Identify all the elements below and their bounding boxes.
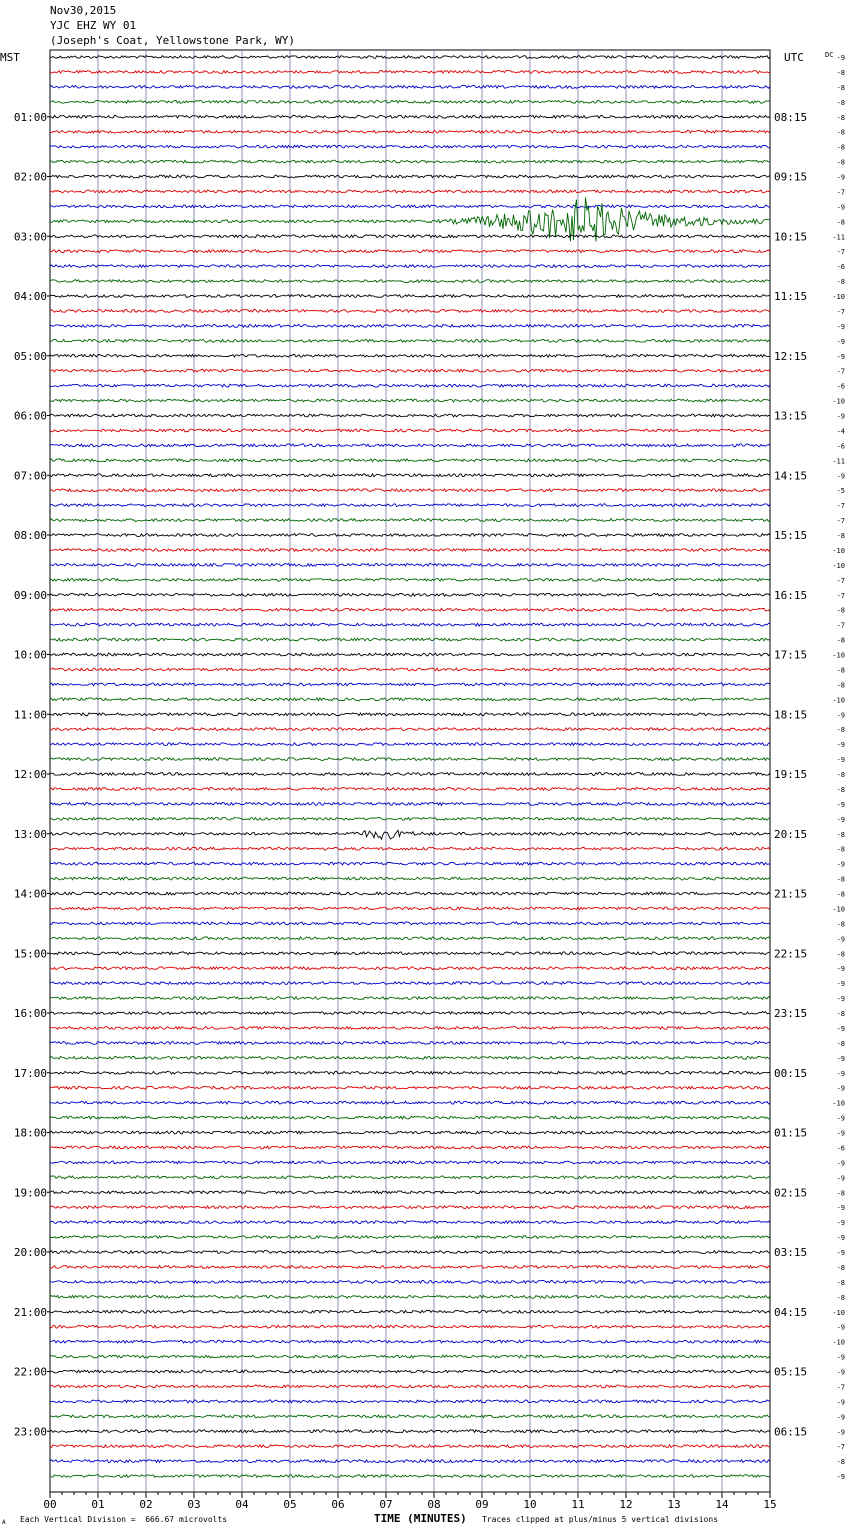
utc-hour-label: 03:15 — [774, 1246, 808, 1259]
dc-offset-value: -9 — [836, 1129, 845, 1138]
seismic-trace-row-87 — [50, 1340, 770, 1343]
x-tick-label: 04 — [235, 1498, 249, 1511]
seismic-trace-row-2 — [50, 71, 770, 74]
seismic-trace-row-22 — [50, 369, 770, 372]
station-location: (Joseph's Coat, Yellowstone Park, WY) — [50, 34, 296, 47]
seismic-trace-row-41 — [50, 653, 770, 656]
utc-hour-label: 10:15 — [774, 230, 808, 244]
seismic-trace-row-18 — [50, 310, 770, 313]
dc-offset-value: -9 — [836, 322, 845, 331]
x-tick-label: 02 — [139, 1498, 153, 1511]
dc-offset-value: -8 — [836, 128, 845, 137]
seismic-trace-row-86 — [50, 1325, 770, 1328]
dc-offset-value: -8 — [836, 666, 845, 675]
dc-offset-value: -8 — [836, 113, 845, 122]
seismic-trace-row-85 — [50, 1310, 770, 1313]
seismic-trace-row-94 — [50, 1445, 770, 1448]
dc-offset-value: -9 — [836, 1234, 845, 1243]
seismic-trace-row-42 — [50, 668, 770, 671]
seismic-trace-row-36 — [50, 578, 770, 581]
seismic-trace-row-39 — [50, 623, 770, 626]
mst-hour-label: 04:00 — [13, 290, 47, 303]
dc-offset-value: -9 — [836, 1159, 845, 1168]
dc-offset-value: -11 — [832, 233, 845, 242]
seismic-trace-row-51 — [50, 803, 770, 806]
mst-hour-label: 07:00 — [13, 469, 47, 483]
utc-hour-label: 13:15 — [774, 409, 808, 423]
seismic-trace-row-34 — [50, 549, 770, 552]
seismic-trace-row-3 — [50, 86, 770, 89]
x-tick-label: 14 — [715, 1498, 729, 1511]
dc-offset-value: -9 — [836, 935, 845, 944]
dc-offset-value: -9 — [836, 1428, 845, 1437]
record-date: Nov30,2015 — [50, 4, 117, 17]
seismic-trace-row-69 — [50, 1071, 770, 1074]
dc-offset-value: -9 — [836, 1114, 845, 1123]
seismic-trace-row-61 — [50, 952, 770, 955]
dc-offset-value: -10 — [832, 397, 845, 406]
dc-offset-value: -9 — [836, 1219, 845, 1228]
dc-offset-value: -8 — [836, 845, 845, 854]
seismic-trace-row-92 — [50, 1415, 770, 1418]
dc-offset-value: -9 — [836, 1204, 845, 1213]
dc-offset-value: -7 — [836, 576, 845, 585]
seismic-trace-row-62 — [50, 967, 770, 970]
dc-offset-value: -10 — [832, 546, 845, 555]
x-tick-label: 05 — [283, 1498, 297, 1511]
seismic-trace-row-20 — [50, 339, 770, 342]
seismic-trace-row-83 — [50, 1281, 770, 1284]
dc-offset-value: -10 — [832, 1338, 845, 1347]
seismic-trace-row-77 — [50, 1191, 770, 1194]
mst-hour-label: 11:00 — [13, 708, 47, 722]
seismic-trace-row-74 — [50, 1146, 770, 1149]
mst-hour-label: 16:00 — [13, 1007, 47, 1020]
seismic-trace-row-48 — [50, 758, 770, 761]
utc-hour-label: 19:15 — [774, 768, 808, 781]
utc-hour-label: 01:15 — [774, 1126, 808, 1140]
dc-offset-value: -9 — [836, 203, 845, 212]
seismic-trace-row-65 — [50, 1012, 770, 1015]
dc-offset-value: -6 — [836, 442, 845, 451]
seismic-trace-row-8 — [50, 160, 770, 163]
dc-offset-value: -8 — [836, 1263, 845, 1272]
mst-hour-label: 20:00 — [13, 1246, 47, 1259]
seismic-trace-row-79 — [50, 1221, 770, 1224]
dc-offset-value: -6 — [836, 263, 845, 272]
dc-offset-value: -9 — [836, 1054, 845, 1063]
seismic-trace-row-40 — [50, 638, 770, 641]
dc-offset-value: -7 — [836, 188, 845, 197]
seismic-trace-row-88 — [50, 1355, 770, 1358]
utc-hour-label: 22:15 — [774, 947, 808, 961]
seismic-trace-row-32 — [50, 519, 770, 522]
seismic-trace-row-33 — [50, 534, 770, 537]
dc-offset-value: -8 — [836, 278, 845, 287]
dc-offset-value: -8 — [836, 681, 845, 690]
dc-offset-value: -9 — [836, 711, 845, 720]
seismic-trace-row-71 — [50, 1101, 770, 1104]
seismic-trace-row-50 — [50, 788, 770, 791]
utc-hour-label: 20:15 — [774, 827, 808, 841]
seismic-trace-row-46 — [50, 728, 770, 731]
mst-hour-label: 09:00 — [13, 588, 47, 602]
dc-offset-value: -9 — [836, 741, 845, 750]
seismic-trace-row-60 — [50, 937, 770, 940]
seismic-trace-row-52 — [50, 817, 770, 820]
seismic-trace-row-47 — [50, 743, 770, 746]
seismic-trace-row-80 — [50, 1236, 770, 1239]
dc-offset-value: -6 — [836, 1144, 845, 1153]
dc-offset-value: -7 — [836, 517, 845, 526]
dc-offset-header: DC — [825, 51, 834, 59]
dc-offset-value: -9 — [836, 860, 845, 869]
x-tick-label: 06 — [331, 1498, 345, 1511]
dc-offset-value: -7 — [836, 248, 845, 257]
dc-offset-value: -10 — [832, 651, 845, 660]
x-tick-label: 08 — [427, 1498, 441, 1511]
dc-offset-value: -7 — [836, 367, 845, 376]
seismic-trace-row-91 — [50, 1400, 770, 1403]
seismic-trace-row-96 — [50, 1475, 770, 1478]
mst-hour-label: 21:00 — [13, 1305, 47, 1319]
dc-offset-value: -5 — [836, 487, 845, 496]
utc-hour-label: 12:15 — [774, 349, 808, 363]
seismic-trace-row-82 — [50, 1266, 770, 1269]
seismic-trace-row-28 — [50, 459, 770, 462]
seismic-trace-row-49 — [50, 773, 770, 776]
seismic-trace-row-35 — [50, 564, 770, 567]
utc-axis-label: UTC — [784, 51, 804, 64]
seismic-trace-row-7 — [50, 145, 770, 148]
seismic-trace-row-6 — [50, 130, 770, 133]
dc-offset-value: -6 — [836, 382, 845, 391]
dc-offset-value: -9 — [836, 54, 845, 62]
dc-offset-value: -7 — [836, 502, 845, 511]
mst-hour-label: 14:00 — [13, 887, 47, 901]
seismic-trace-row-93 — [50, 1430, 770, 1433]
dc-offset-value: -8 — [836, 68, 845, 77]
dc-offset-value: -9 — [836, 815, 845, 824]
dc-offset-value: -8 — [836, 1278, 845, 1287]
dc-offset-value: -9 — [836, 995, 845, 1004]
x-tick-label: 13 — [667, 1498, 681, 1511]
x-axis-title: TIME (MINUTES) — [374, 1512, 467, 1525]
seismic-trace-row-84 — [50, 1295, 770, 1298]
dc-offset-value: -8 — [836, 950, 845, 959]
seismic-trace-row-72 — [50, 1116, 770, 1119]
dc-offset-value: -10 — [832, 1308, 845, 1317]
mst-hour-label: 02:00 — [13, 170, 47, 184]
dc-offset-value: -7 — [836, 1383, 845, 1392]
seismic-trace-row-59 — [50, 922, 770, 925]
utc-hour-label: 06:15 — [774, 1425, 808, 1439]
seismic-trace-row-55 — [50, 862, 770, 865]
dc-offset-value: -9 — [836, 980, 845, 989]
utc-hour-label: 09:15 — [774, 170, 808, 184]
seismic-trace-row-70 — [50, 1086, 770, 1089]
x-tick-label: 15 — [763, 1498, 777, 1511]
seismic-trace-row-78 — [50, 1206, 770, 1209]
utc-hour-label: 21:15 — [774, 887, 808, 901]
seismic-trace-row-13 — [50, 235, 770, 238]
seismic-trace-row-95 — [50, 1460, 770, 1463]
scale-note: Each Vertical Division = 666.67 microvolts — [20, 1515, 228, 1524]
dc-offset-value: -10 — [832, 561, 845, 570]
dc-offset-value: -8 — [836, 726, 845, 735]
seismic-trace-row-45 — [50, 713, 770, 716]
dc-offset-value: -7 — [836, 621, 845, 630]
utc-hour-label: 04:15 — [774, 1305, 808, 1319]
seismic-trace-row-54 — [50, 847, 770, 850]
seismic-trace-row-67 — [50, 1042, 770, 1045]
dc-offset-value: -9 — [836, 1368, 845, 1377]
dc-offset-value: -9 — [836, 1024, 845, 1033]
seismic-trace-row-37 — [50, 593, 770, 596]
dc-offset-value: -9 — [836, 352, 845, 361]
dc-offset-value: -9 — [836, 800, 845, 809]
seismic-trace-row-66 — [50, 1027, 770, 1030]
dc-offset-value: -9 — [836, 1413, 845, 1422]
seismic-trace-row-57 — [50, 892, 770, 895]
dc-offset-value: -7 — [836, 591, 845, 600]
dc-offset-value: -10 — [832, 905, 845, 914]
station-code: YJC EHZ WY 01 — [50, 19, 137, 32]
dc-offset-value: -8 — [836, 98, 845, 107]
dc-offset-value: -9 — [836, 1353, 845, 1362]
seismic-trace-row-1 — [50, 56, 770, 59]
utc-hour-label: 16:15 — [774, 588, 808, 602]
dc-offset-value: -8 — [836, 83, 845, 92]
mst-hour-label: 23:00 — [13, 1425, 47, 1439]
dc-offset-value: -9 — [836, 1084, 845, 1093]
dc-offset-value: -8 — [836, 875, 845, 884]
seismic-trace-row-56 — [50, 877, 770, 880]
dc-offset-value: -7 — [836, 1443, 845, 1452]
mst-hour-label: 18:00 — [13, 1126, 47, 1140]
seismic-trace-row-43 — [50, 683, 770, 686]
utc-hour-label: 23:15 — [774, 1007, 808, 1020]
dc-offset-value: -9 — [836, 1398, 845, 1407]
seismic-trace-row-10 — [50, 190, 770, 193]
utc-hour-label: 17:15 — [774, 648, 808, 662]
mst-hour-label: 22:00 — [13, 1365, 47, 1379]
seismic-trace-row-26 — [50, 429, 770, 432]
dc-offset-value: -11 — [832, 457, 845, 466]
corner-mark: A — [2, 1519, 6, 1526]
dc-offset-value: -8 — [836, 1293, 845, 1302]
dc-offset-value: -8 — [836, 218, 845, 227]
x-tick-label: 00 — [43, 1498, 57, 1511]
seismic-trace-row-90 — [50, 1385, 770, 1388]
dc-offset-value: -8 — [836, 830, 845, 839]
dc-offset-value: -9 — [836, 1473, 845, 1482]
utc-hour-label: 00:15 — [774, 1066, 808, 1080]
dc-offset-value: -8 — [836, 1010, 845, 1018]
seismic-trace-row-25 — [50, 414, 770, 417]
dc-offset-value: -8 — [836, 532, 845, 540]
seismic-trace-row-30 — [50, 489, 770, 492]
seismic-trace-row-19 — [50, 325, 770, 328]
dc-offset-value: -9 — [836, 173, 845, 182]
dc-offset-value: -8 — [836, 890, 845, 899]
mst-hour-label: 03:00 — [13, 230, 47, 244]
dc-offset-value: -8 — [836, 158, 845, 167]
dc-offset-value: -9 — [836, 1069, 845, 1078]
seismic-trace-row-73 — [50, 1131, 770, 1134]
dc-offset-value: -8 — [836, 636, 845, 645]
dc-offset-value: -8 — [836, 1189, 845, 1198]
dc-offset-value: -10 — [832, 1099, 845, 1108]
seismic-trace-row-24 — [50, 399, 770, 402]
dc-offset-value: -9 — [836, 756, 845, 765]
seismic-trace-row-53 — [50, 830, 770, 839]
seismic-trace-row-38 — [50, 608, 770, 611]
seismic-trace-row-17 — [50, 295, 770, 298]
dc-offset-value: -9 — [836, 412, 845, 421]
seismic-trace-row-63 — [50, 982, 770, 985]
dc-offset-value: -8 — [836, 1458, 845, 1467]
mst-hour-label: 01:00 — [13, 110, 47, 124]
seismic-trace-row-75 — [50, 1161, 770, 1164]
mst-hour-label: 15:00 — [13, 947, 47, 961]
mst-hour-label: 05:00 — [13, 349, 47, 363]
seismic-trace-row-15 — [50, 265, 770, 268]
mst-hour-label: 12:00 — [13, 768, 47, 781]
seismic-trace-row-23 — [50, 384, 770, 387]
dc-offset-value: -9 — [836, 472, 845, 481]
seismic-trace-row-4 — [50, 100, 770, 103]
dc-offset-value: -9 — [836, 1249, 845, 1257]
mst-axis-label: MST — [0, 51, 20, 64]
seismic-trace-row-89 — [50, 1370, 770, 1373]
dc-offset-value: -9 — [836, 965, 845, 974]
dc-offset-value: -8 — [836, 606, 845, 615]
x-tick-label: 01 — [91, 1498, 105, 1511]
dc-offset-value: -8 — [836, 785, 845, 794]
x-tick-label: 11 — [571, 1498, 585, 1511]
seismic-trace-row-16 — [50, 280, 770, 283]
utc-hour-label: 11:15 — [774, 290, 808, 303]
x-tick-label: 07 — [379, 1498, 393, 1511]
dc-offset-value: -9 — [836, 1174, 845, 1183]
mst-hour-label: 19:00 — [13, 1186, 47, 1200]
utc-hour-label: 18:15 — [774, 708, 808, 722]
dc-offset-value: -8 — [836, 771, 845, 779]
x-tick-label: 03 — [187, 1498, 201, 1511]
x-tick-label: 12 — [619, 1498, 633, 1511]
seismic-trace-row-64 — [50, 997, 770, 1000]
utc-hour-label: 15:15 — [774, 529, 808, 542]
dc-offset-value: -4 — [836, 427, 845, 436]
dc-offset-value: -7 — [836, 307, 845, 316]
seismic-trace-row-68 — [50, 1056, 770, 1059]
seismic-trace-row-5 — [50, 115, 770, 118]
mst-hour-label: 06:00 — [13, 409, 47, 423]
seismic-trace-row-76 — [50, 1176, 770, 1179]
utc-hour-label: 05:15 — [774, 1365, 808, 1379]
x-tick-label: 09 — [475, 1498, 489, 1511]
mst-hour-label: 17:00 — [13, 1066, 47, 1080]
dc-offset-value: -10 — [832, 293, 845, 301]
dc-offset-value: -9 — [836, 1323, 845, 1332]
x-tick-label: 10 — [523, 1498, 537, 1511]
dc-offset-value: -8 — [836, 143, 845, 152]
seismic-trace-row-31 — [50, 504, 770, 507]
seismic-trace-row-11 — [50, 205, 770, 208]
dc-offset-value: -8 — [836, 1039, 845, 1048]
dc-offset-value: -10 — [832, 696, 845, 705]
seismic-trace-row-14 — [50, 250, 770, 253]
seismic-trace-row-81 — [50, 1251, 770, 1254]
dc-offset-value: -8 — [836, 920, 845, 929]
mst-hour-label: 10:00 — [13, 648, 47, 662]
mst-hour-label: 13:00 — [13, 827, 47, 841]
seismic-trace-row-21 — [50, 354, 770, 357]
utc-hour-label: 08:15 — [774, 110, 808, 124]
utc-hour-label: 14:15 — [774, 469, 808, 483]
utc-hour-label: 02:15 — [774, 1186, 808, 1200]
seismic-trace-row-44 — [50, 698, 770, 701]
dc-offset-value: -9 — [836, 337, 845, 346]
seismic-trace-row-9 — [50, 175, 770, 178]
seismic-trace-row-29 — [50, 474, 770, 477]
clip-note: Traces clipped at plus/minus 5 vertical divisions — [482, 1515, 719, 1524]
mst-hour-label: 08:00 — [13, 529, 47, 542]
seismic-trace-row-58 — [50, 907, 770, 910]
seismic-trace-row-27 — [50, 444, 770, 447]
